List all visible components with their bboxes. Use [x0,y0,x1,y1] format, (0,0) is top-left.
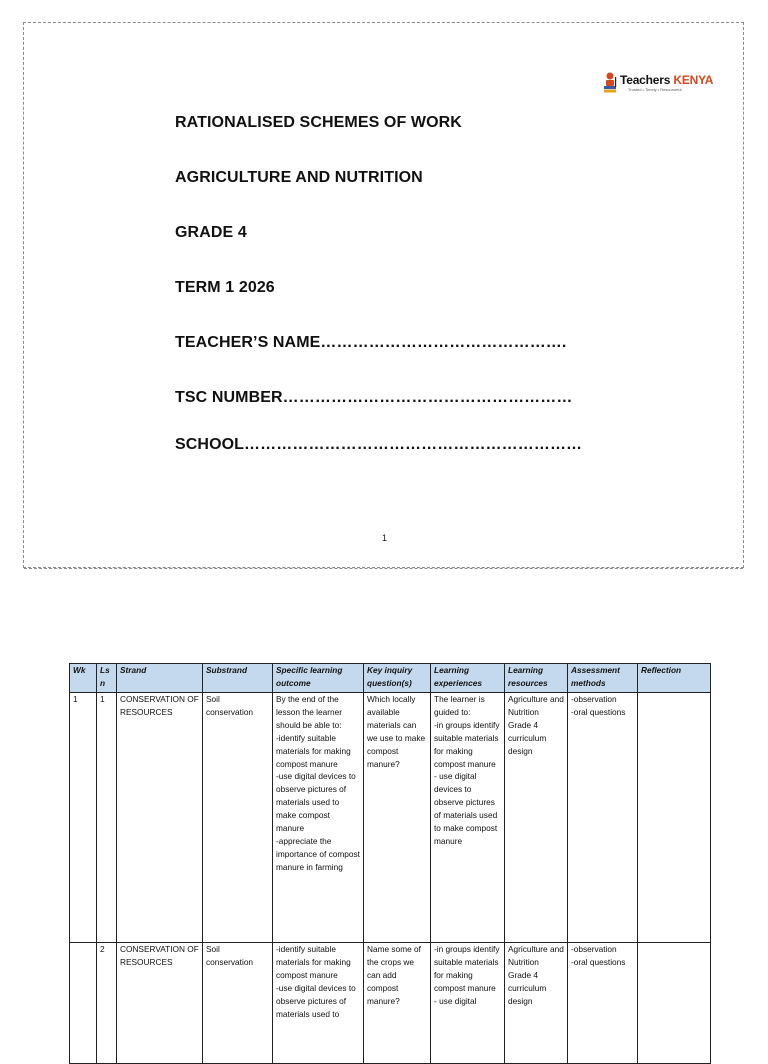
table-header-row [70,664,711,693]
document-title: RATIONALISED SCHEMES OF WORK [175,114,462,131]
page-bottom-border [24,568,743,569]
header-week: Wk [70,664,97,693]
cell-inquiry: Name some of the crops we can add compost manure? [364,943,431,1064]
cell-reflection [638,943,711,1064]
header-strand: Strand [117,664,203,693]
tsc-number-line: TSC NUMBER……………………………………………… [175,389,573,406]
cell-inquiry: Which locally available materials can we use to make compost manure? [364,693,431,943]
page-number: 1 [382,533,388,543]
cell-experiences: -in groups identify suitable materials for making compost manure - use digital [431,943,505,1064]
logo-wordmark [620,73,713,87]
term-heading: TERM 1 2026 [175,279,275,296]
cell-experiences: The learner is guided to: -in groups identify suitable materials for making compost manure - use digital devices to observe pictures of materials used to make compost manure [431,693,505,943]
cell-week [70,943,97,1064]
table-row [70,943,711,1064]
cell-resources: Agriculture and Nutrition Grade 4 curriculum design [505,943,568,1064]
cell-week: 1 [70,693,97,943]
teacher-name-line: TEACHER’S NAME………………………………………. [175,334,567,351]
header-outcome: Specific learning outcome [273,664,364,693]
cell-substrand: Soil conservation [203,943,273,1064]
cell-resources: Agriculture and Nutrition Grade 4 curriculum design [505,693,568,943]
cell-assessment: -observation -oral questions [568,693,638,943]
cell-outcome: -identify suitable materials for making compost manure -use digital devices to observe pictures of materials used to [273,943,364,1064]
header-experiences: Learning experiences [431,664,505,693]
teachers-kenya-logo [602,71,722,97]
subject-heading: AGRICULTURE AND NUTRITION [175,169,423,186]
teacher-logo-icon [602,71,620,95]
logo-tagline: Trusted • Timely • Resourceful [628,87,682,92]
logo-text-main: Teachers [620,73,671,87]
grade-heading: GRADE 4 [175,224,247,241]
cell-assessment: -observation -oral questions [568,943,638,1064]
header-assessment: Assessment methods [568,664,638,693]
cell-lesson: 2 [97,943,117,1064]
table-row [70,693,711,943]
cell-strand: CONSERVATION OF RESOURCES [117,693,203,943]
header-reflection: Reflection [638,664,711,693]
header-lesson: Ls n [97,664,117,693]
cell-reflection [638,693,711,943]
logo-text-accent: KENYA [673,73,714,87]
cell-lesson: 1 [97,693,117,943]
header-resources: Learning resources [505,664,568,693]
cell-strand: CONSERVATION OF RESOURCES [117,943,203,1064]
school-line: SCHOOL……………………………………………………… [175,436,583,453]
header-inquiry: Key inquiry question(s) [364,664,431,693]
schemes-of-work-table [69,663,711,1064]
cell-outcome: By the end of the lesson the learner should be able to: -identify suitable materials for making compost manure -use digital devices to observe pictures of materials used to make compost manure -appreciate the importance of compost manure in farming [273,693,364,943]
header-substrand: Substrand [203,664,273,693]
cell-substrand: Soil conservation [203,693,273,943]
cover-page [23,22,744,568]
